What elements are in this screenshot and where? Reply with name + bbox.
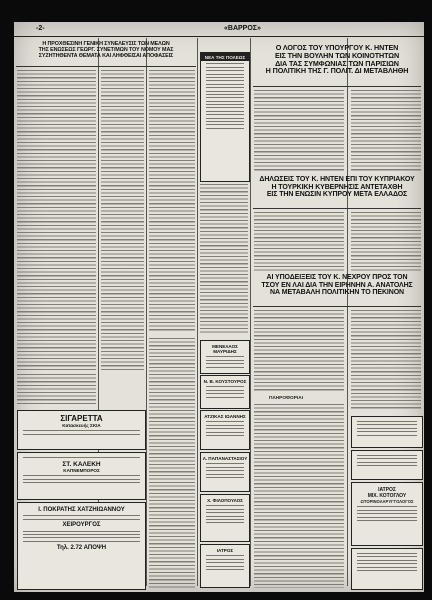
page-number: -2- bbox=[36, 25, 45, 32]
ad-box-title: ΜΕΝΕΛΑΟΣ ΜΑΥΡΙΔΗΣ bbox=[212, 344, 238, 354]
doctor-ad-role: ΧΕΙΡΟΥΡΓΟΣ bbox=[62, 522, 101, 529]
article-text-column bbox=[254, 90, 344, 172]
ad-box-title: Χ. ΦΙΛΟΠΟΥΛΟΣ bbox=[207, 498, 243, 503]
article-text-column bbox=[101, 70, 144, 370]
side-ad bbox=[351, 416, 423, 448]
left-headline: Η ΠΡΟΧΘΕΣΙΝΗ ΓΕΝΙΚΗ ΣΥΝΕΛΕΥΣΙΣ ΤΩΝ ΜΕΛΩΝ ΤΗΣ ΕΝΩΣΕΩΣ ΓΕΩΡΓ. ΣΥΝΕΤ/ΜΩΝ ΤΟΥ ΝΟΜΟΥ ΜΑΣ ΣΥΖΗΤΗΘΕΝΤΑ ΘΕΜΑΤΑ ΚΑΙ ΛΗΦΘΕΙΣΑΙ ΑΠΟΦΑΣΕΙΣ bbox=[38, 41, 174, 59]
doctor-ad-name: Ι. ΠΟΚΡΑΤΗΣ ΧΑΤΖΗΙΩΑΝΝΟΥ bbox=[38, 507, 125, 513]
right-headline-2: ΔΗΛΩΣΕΙΣ ΤΟΥ Κ. ΗΝΤΕΝ ΕΠΙ ΤΟΥ ΚΥΠΡΙΑΚΟΥ Η ΤΟΥΡΚΙΚΗ ΚΥΒΕΡΝΗΣΙΣ ΑΝΤΕΤΑΧΘΗ ΕΙΣ ΤΗΝ ΕΝΩΣΙΝ ΚΥΠΡΟΥ ΜΕΤΑ ΕΛΛΑΔΟΣ bbox=[259, 176, 415, 199]
headline-rule bbox=[253, 86, 421, 87]
article-text-column bbox=[254, 310, 344, 392]
ad-box-title: Ν. Β. ΚΟΥΣΤΟΥΡΟΣ bbox=[203, 379, 247, 384]
article-text-column bbox=[351, 310, 421, 410]
article-text-column bbox=[351, 90, 421, 172]
cigarette-ad bbox=[17, 410, 146, 450]
page-header bbox=[14, 22, 424, 37]
ad-box bbox=[200, 410, 250, 450]
city-news-title: ΝΕΑ ΤΗΣ ΠΟΛΕΩΣ bbox=[201, 53, 249, 61]
headline-rule bbox=[16, 66, 196, 67]
ad-box bbox=[200, 452, 250, 492]
article-text-column bbox=[17, 374, 96, 404]
doctor-ad-phone: Τηλ. 2.72 ΑΠΟΨΗ bbox=[56, 544, 107, 551]
city-news-box bbox=[200, 52, 250, 182]
article-text-column bbox=[254, 404, 344, 588]
doctor-side-role: ΩΤΟΡΙΝΟΛΑΡΥΓΓΟΛΟΓΟΣ bbox=[360, 499, 414, 504]
side-ad bbox=[351, 548, 423, 590]
masthead: «ΒΑΡΡΟΣ» bbox=[224, 25, 261, 32]
column-rule bbox=[197, 38, 198, 586]
ad-box bbox=[200, 494, 250, 542]
article-text-column bbox=[17, 70, 96, 370]
column-rule bbox=[347, 38, 348, 586]
ad-box-title: ΑΤΖΙΚΑΣ ΙΩΑΝΝΗΣ bbox=[204, 414, 246, 419]
kaleki-ad-name: ΣΤ. ΚΑΛΕΚΗ bbox=[62, 461, 101, 468]
cigarette-ad-subtitle: Κατασκευής ΣΚΙΑ bbox=[62, 423, 101, 428]
ad-box bbox=[200, 340, 250, 374]
column-rule bbox=[146, 38, 147, 586]
headline-rule bbox=[253, 208, 421, 209]
doctor-side-title: ΙΑΤΡΟΣ bbox=[378, 487, 396, 493]
kaleki-ad bbox=[17, 452, 146, 500]
ad-box-title: ΙΑΤΡΟΣ bbox=[216, 548, 234, 553]
right-headline-3: ΑΙ ΥΠΟΔΕΙΞΕΙΣ ΤΟΥ Κ. ΝΕΧΡΟΥ ΠΡΟΣ ΤΟΝ ΤΣΟΥ ΕΝ ΛΑΙ ΔΙΑ ΤΗΝ ΕΙΡΗΝΗΝ Α. ΑΝΑΤΟΛΗΣ ΝΑ ΜΕΤΑΒΑΛΗ ΠΟΛΙΤΙΚΗΝ ΤΟ ΠΕΚΙΝΟΝ bbox=[261, 274, 413, 297]
doctor-side-ad bbox=[351, 482, 423, 546]
newspaper-page bbox=[14, 22, 424, 592]
article-text-column bbox=[200, 184, 248, 334]
article-subhead: ΠΛΗΡΟΦΟΡΙΑΙ bbox=[269, 396, 304, 401]
article-text-column bbox=[149, 338, 195, 588]
ad-box-title: Λ. ΠΑΠΑΝΑΣΤΑΣΙΟΥ bbox=[202, 456, 248, 461]
ad-box bbox=[200, 544, 250, 588]
doctor-side-name: ΜΙΧ. ΚΟΤΟΓΛΟΥ bbox=[367, 493, 407, 499]
column-rule bbox=[250, 38, 251, 586]
right-headline-1: Ο ΛΟΓΟΣ ΤΟΥ ΥΠΟΥΡΓΟΥ Κ. ΗΝΤΕΝ ΕΙΣ ΤΗΝ ΒΟΥΛΗΝ ΤΩΝ ΚΟΙΝΟΤΗΤΩΝ ΔΙΑ ΤΑΣ ΣΥΜΦΩΝΙΑΣ ΤΩΝ ΠΑΡΙΣΙΩΝ Η ΠΟΛΙΤΙΚΗ ΤΗΣ Γ. ΠΟΛΙΤ. ΔΙ ΜΕΤΑΒΛΗΘΗ bbox=[265, 43, 409, 76]
kaleki-ad-subtitle: ΚΑΠΝΕΜΠΟΡΟΣ bbox=[63, 468, 100, 473]
side-ad bbox=[351, 450, 423, 480]
headline-rule bbox=[253, 306, 421, 307]
article-text-column bbox=[149, 70, 195, 332]
article-text-column bbox=[254, 212, 344, 272]
doctor-ad bbox=[17, 502, 146, 590]
cigarette-ad-title: ΣΙΓΑΡΕΤΤΑ bbox=[60, 414, 103, 423]
ad-box bbox=[200, 375, 250, 409]
article-text-column bbox=[351, 212, 421, 272]
